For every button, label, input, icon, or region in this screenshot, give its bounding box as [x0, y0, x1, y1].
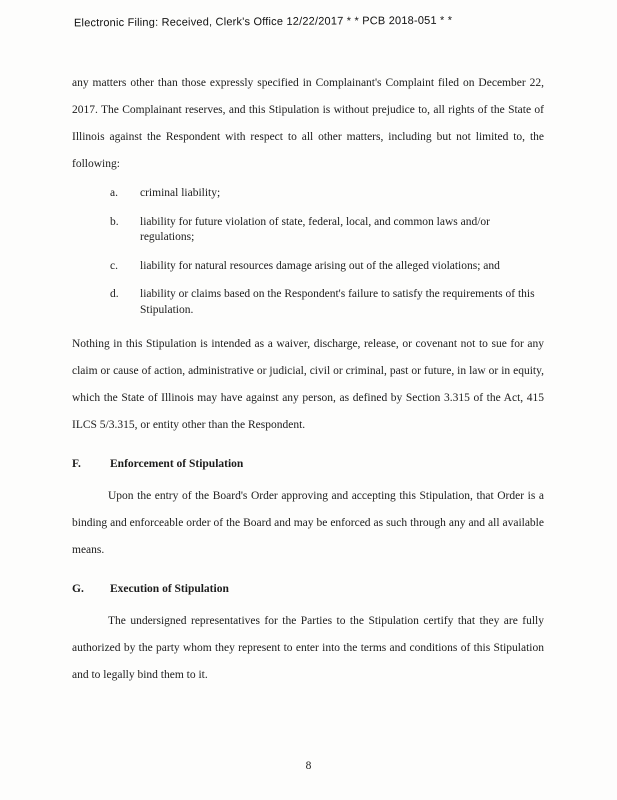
paragraph-enforcement: Upon the entry of the Board's Order approving and accepting this Stipulation, that Order is a binding and enforceable order of the Board and may be enforced as such through any and all available means.	[72, 490, 544, 556]
list-item-label: d.	[110, 288, 119, 300]
list-item-label: c.	[110, 259, 118, 272]
paragraph-execution: The undersigned representatives for the Parties to the Stipulation certify that they are fully authorized by the party whom they represent to enter into the terms and conditions of this Stipulation and to legally bind them to it.	[72, 615, 544, 681]
list-item	[110, 186, 544, 202]
list-item	[110, 215, 544, 246]
page-number: 8	[305, 760, 312, 772]
liability-list	[110, 186, 544, 318]
list-item	[110, 287, 544, 318]
list-item-text: liability or claims based on the Respondent's failure to satisfy the requirements of this Stipulation.	[140, 288, 535, 316]
section-label: G.	[72, 583, 84, 595]
list-item-text: liability for natural resources damage arising out of the alleged violations; and	[140, 259, 500, 272]
list-item	[110, 259, 544, 275]
paragraph-reservation: Nothing in this Stipulation is intended as a waiver, discharge, release, or covenant not to sue for any claim or cause of action, administrative or judicial, civil or criminal, past or future, in law or in equity, which the State of Illinois may have against any person, as defined by Section 3.315 of the Act, 415 ILCS 5/3.315, or entity other than the Respondent.	[72, 338, 544, 431]
section-label: F.	[72, 458, 81, 470]
electronic-filing-header: Electronic Filing: Received, Clerk's Office 12/22/2017 * * PCB 2018-051 * *	[73, 14, 453, 30]
section-title: Enforcement of Stipulation	[110, 458, 244, 470]
list-item-text: liability for future violation of state, federal, local, and common laws and/or regulations;	[140, 215, 491, 243]
document-body	[72, 70, 544, 689]
list-item-text: criminal liability;	[140, 187, 221, 199]
section-heading-execution	[72, 581, 544, 597]
list-item-label: b.	[110, 215, 119, 228]
list-item-label: a.	[110, 187, 118, 199]
section-title: Execution of Stipulation	[110, 583, 229, 595]
section-heading-enforcement	[72, 456, 544, 472]
paragraph-continuation: any matters other than those expressly specified in Complainant's Complaint filed on December 22, 2017. The Complainant reserves, and this Stipulation is without prejudice to, all rights of the State of Illinois against the Respondent with respect to all other matters, including but not limited to, the following:	[72, 77, 544, 170]
